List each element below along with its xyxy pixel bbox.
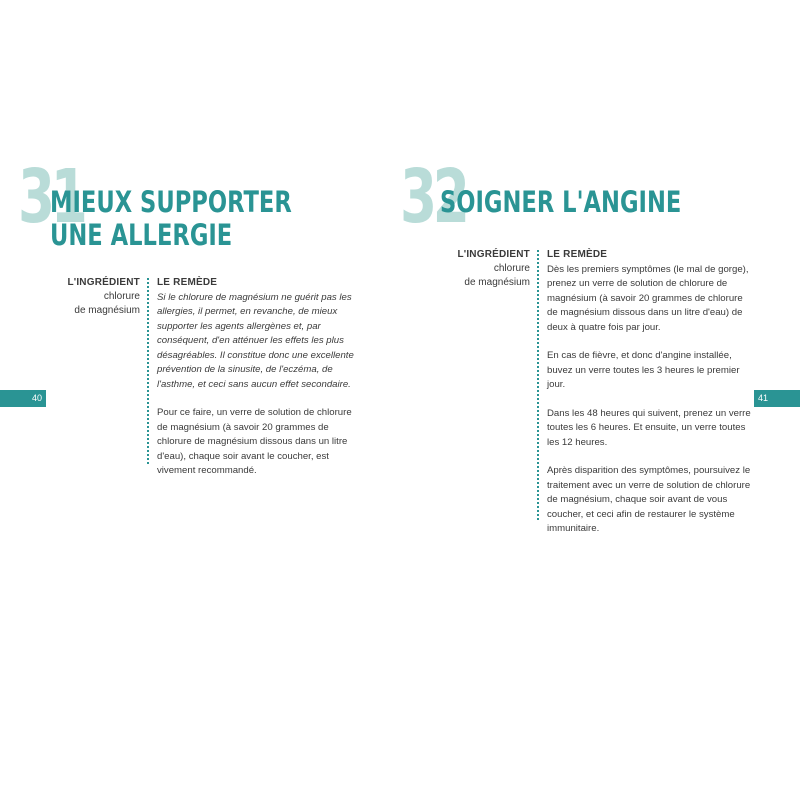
right-paragraph-3: Dans les 48 heures qui suivent, prenez un verre toutes les 6 heures. Et ensuite, un verre toutes les 12 heures.: [547, 407, 751, 448]
left-title-line-1: MIEUX SUPPORTER: [50, 185, 292, 219]
left-page-number-tab: [0, 390, 46, 407]
right-remede-label: LE REMÈDE: [547, 249, 608, 260]
left-remede-label: LE REMÈDE: [157, 277, 218, 288]
right-dotted-divider: [537, 250, 539, 520]
left-paragraph-2: Pour ce faire, un verre de solution de chlorure de magnésium (à savoir 20 grammes de chlorure de magnésium dissous dans un litre d'eau), chaque soir avant le coucher, est vivement recommandé.: [157, 407, 352, 476]
left-paragraph-1: Si le chlorure de magnésium ne guérit pas les allergies, il permet, en revanche, de mieux supporter les agents allergènes et, par conséquent, d'en atténuer les effets les plus désagréables. Il constitue donc une excellente prévention de la sinusite, de l'eczéma, de l'asthme, et ceci sans aucun effet secondaire.: [157, 291, 354, 390]
left-page-number: 40: [31, 393, 42, 403]
left-page-title: [50, 186, 292, 252]
right-page: [400, 0, 800, 800]
left-dotted-divider: [147, 278, 149, 464]
right-ingredient-line-1: chlorure: [493, 263, 530, 274]
right-page-number: 41: [758, 393, 769, 403]
right-ingredient-line-2: de magnésium: [464, 277, 530, 288]
right-page-title: [440, 186, 681, 219]
recipe-number-31: 31: [18, 154, 84, 240]
left-ingredient-line-2: de magnésium: [74, 305, 140, 316]
left-title-line-2: UNE ALLERGIE: [50, 218, 233, 252]
left-ingredient-label: L'INGRÉDIENT: [67, 277, 140, 288]
right-ingredient-block: [430, 248, 530, 290]
right-page-number-tab: [754, 390, 800, 407]
left-remede-block: [157, 276, 357, 493]
recipe-number-32: 32: [400, 154, 466, 240]
right-remede-block: [547, 248, 752, 551]
left-ingredient-line-1: chlorure: [103, 291, 140, 302]
right-title-line-1: SOIGNER L'ANGINE: [440, 185, 682, 219]
right-paragraph-2: En cas de fièvre, et donc d'angine installée, buvez un verre toutes les 3 heures le premier jour.: [547, 350, 740, 390]
left-ingredient-block: [40, 276, 140, 318]
right-paragraph-1: Dès les premiers symptômes (le mal de gorge), prenez un verre de solution de chlorure de magnésium (à savoir 20 grammes de chlorure de magnésium dissous dans un litre d'eau) de deux à quatre fois par jour.: [547, 263, 749, 333]
right-paragraph-4: Après disparition des symptômes, poursuivez le traitement avec un verre de solution de chlorure de magnésium, chaque soir avant de vous coucher, et ceci afin de restaurer le système immunitaire.: [547, 465, 751, 534]
right-ingredient-label: L'INGRÉDIENT: [457, 249, 530, 260]
